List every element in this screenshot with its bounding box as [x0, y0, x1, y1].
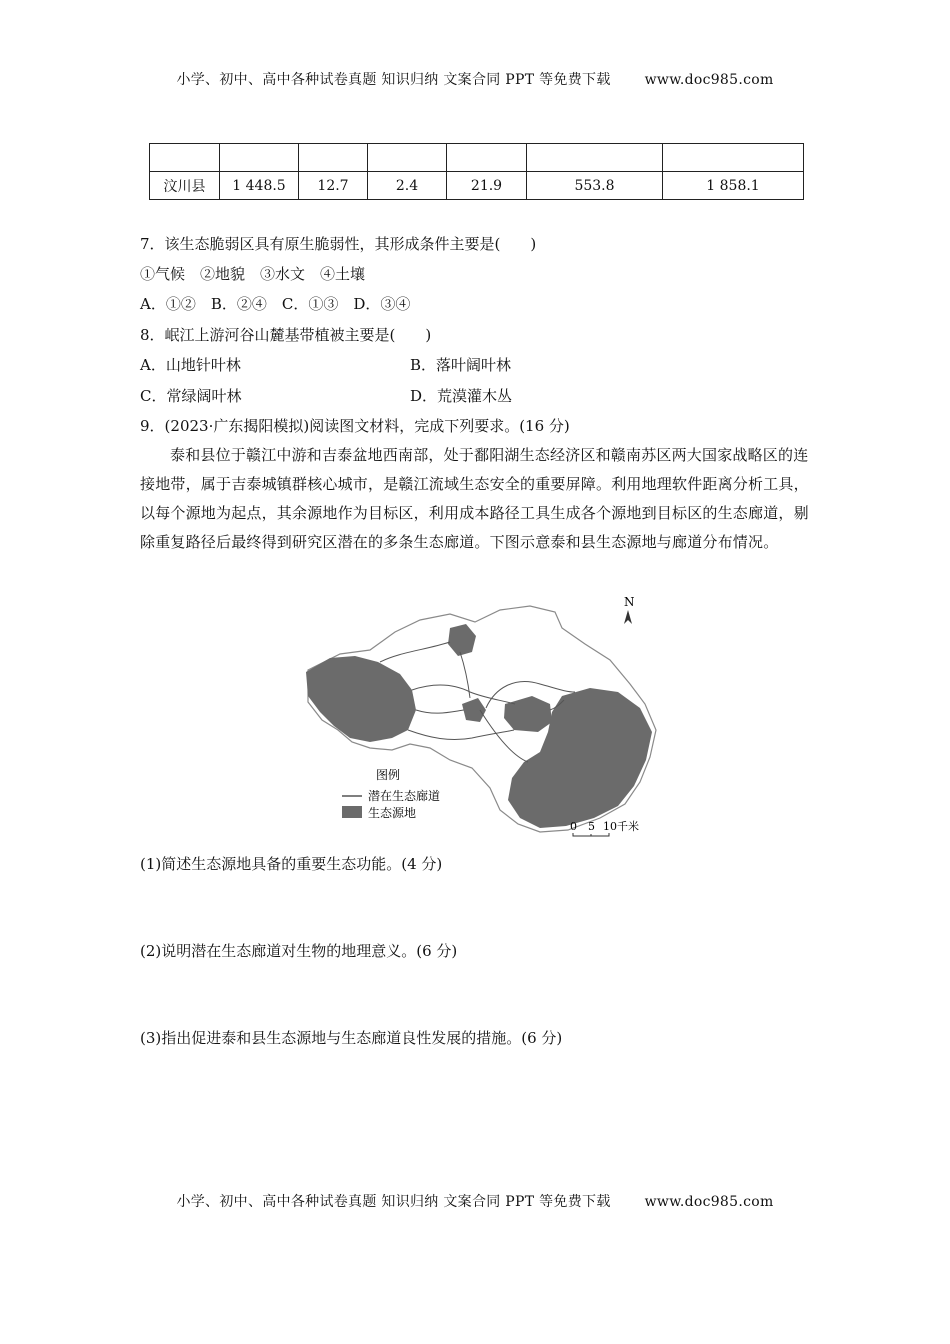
table-cell: 21.9 [447, 172, 527, 200]
table-cell: 1 448.5 [220, 172, 299, 200]
taihe-map [300, 592, 660, 837]
q8-option-c: C．常绿阔叶林 [140, 387, 242, 405]
map-svg [300, 592, 660, 837]
q8-option-b: B．落叶阔叶林 [410, 356, 512, 374]
table-row-empty [150, 144, 804, 172]
north-label: N [624, 595, 635, 609]
table-cell: 1 858.1 [663, 172, 804, 200]
page-header [0, 69, 950, 89]
north-arrow-icon [624, 610, 632, 624]
q7-options: A．①② B．②④ C．①③ D．③④ [140, 295, 411, 313]
q9-sub1: (1)简述生态源地具备的重要生态功能。(4 分) [140, 855, 443, 873]
table-row [150, 172, 804, 200]
table-cell: 12.7 [299, 172, 368, 200]
scale-label-10: 10千米 [603, 820, 639, 833]
q7-stem: 7．该生态脆弱区具有原生脆弱性，其形成条件主要是( ) [140, 235, 537, 253]
q7-items: ①气候 ②地貌 ③水文 ④土壤 [140, 265, 366, 283]
table-cell: 汶川县 [150, 172, 220, 200]
q9-stem: 9．(2023·广东揭阳模拟)阅读图文材料，完成下列要求。(16 分) [140, 417, 570, 435]
legend-source-label: 生态源地 [368, 806, 417, 820]
legend-title: 图例 [376, 768, 401, 782]
scale-bar [573, 833, 609, 836]
footer-text: 小学、初中、高中各种试卷真题 知识归纳 文案合同 PPT 等免费下载 [176, 1194, 611, 1210]
page-footer [0, 1191, 950, 1211]
footer-url[interactable]: www.doc985.com [644, 1194, 774, 1210]
q9-material: 泰和县位于赣江中游和吉泰盆地西南部，处于鄱阳湖生态经济区和赣南苏区两大国家战略区的连接地带，属于吉泰城镇群核心城市，是赣江流域生态安全的重要屏障。利用地理软件距离分析工具，以每个源地为起点，其余源地作为目标区，利用成本路径工具生成各个源地到目标区的生态廊道，剔除重复路径后最终得到研究区潜在的多条生态廊道。下图示意泰和县生态源地与廊道分布情况。 [140, 446, 809, 551]
header-text: 小学、初中、高中各种试卷真题 知识归纳 文案合同 PPT 等免费下载 [176, 72, 611, 88]
q8-option-a: A．山地针叶林 [140, 356, 241, 374]
q8-option-d: D．荒漠灌木丛 [410, 387, 513, 405]
table-cell: 553.8 [527, 172, 663, 200]
q8-stem: 8．岷江上游河谷山麓基带植被主要是( ) [140, 326, 432, 344]
data-table [149, 143, 804, 200]
scale-label-0: 0 [570, 820, 577, 833]
q9-sub3: (3)指出促进泰和县生态源地与生态廊道良性发展的措施。(6 分) [140, 1029, 563, 1047]
legend-corridor-label: 潜在生态廊道 [368, 789, 441, 803]
table-cell: 2.4 [368, 172, 447, 200]
legend-source-swatch [342, 806, 362, 818]
header-url[interactable]: www.doc985.com [644, 72, 774, 88]
scale-label-5: 5 [588, 820, 595, 833]
q9-sub2: (2)说明潜在生态廊道对生物的地理意义。(6 分) [140, 942, 458, 960]
